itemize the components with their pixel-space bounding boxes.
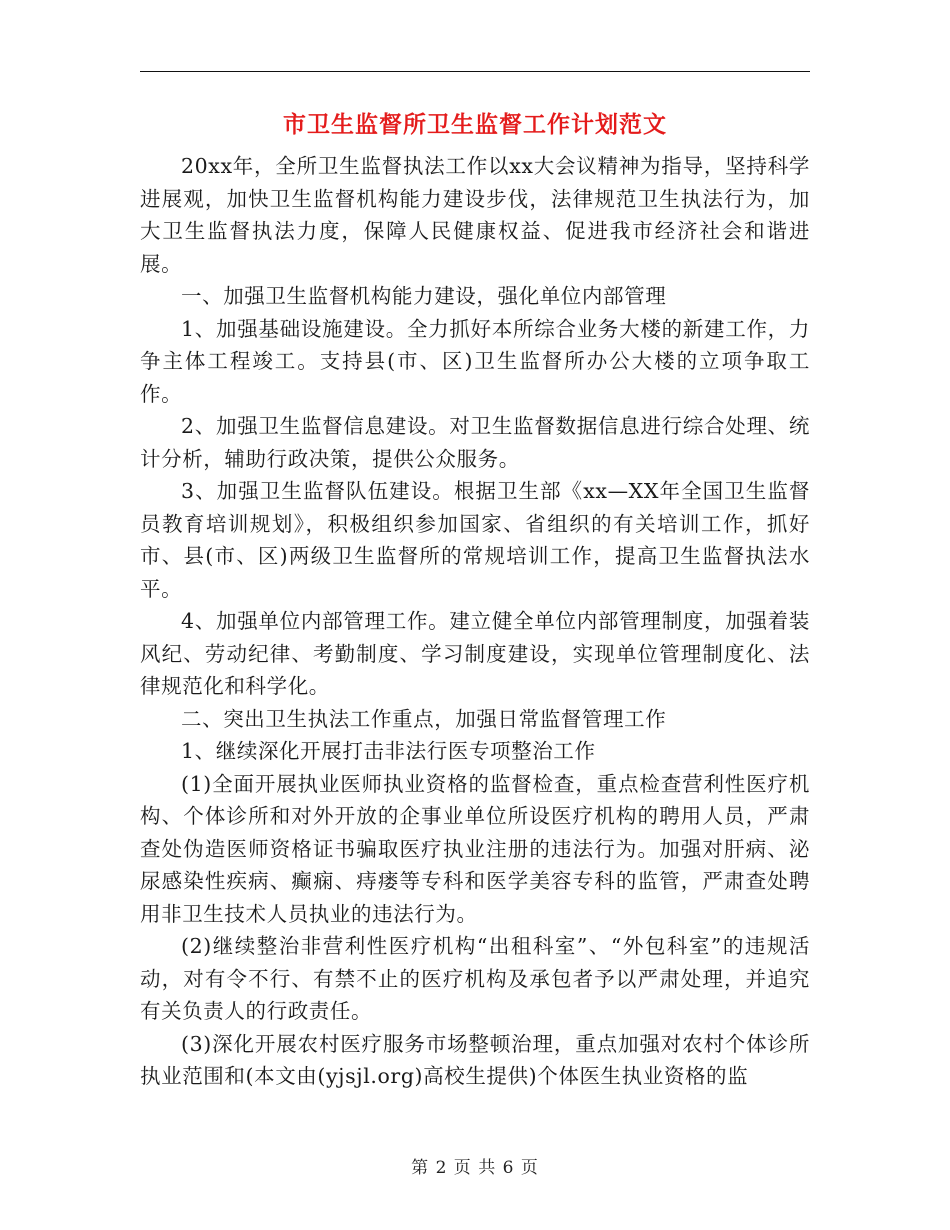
paragraph-item: (1)全面开展执业医师执业资格的监督检查，重点检查营利性医疗机构、个体诊所和对外开放的企事业单位所设医疗机构的聘用人员，严肃查处伪造医师资格证书骗取医疗执业注册的违法行为。加强对肝病、泌尿感染性疾病、癫痫、痔瘘等专科和医学美容专科的监管，严肃查处聘用非卫生技术人员执业的违法行为。 — [140, 771, 810, 926]
document-title: 市卫生监督所卫生监督工作计划范文 — [283, 112, 667, 138]
footer-page-word: 页 — [453, 1158, 472, 1178]
subsection-heading: 1、继续深化开展打击非法行医专项整治工作 — [181, 739, 596, 763]
footer-page-current: 2 — [435, 1158, 448, 1178]
paragraph-item: (2)继续整治非营利性医疗机构“出租科室”、“外包科室”的违规活动，对有令不行、有禁不止的医疗机构及承包者予以严肃处理，并追究有关负责人的行政责任。 — [140, 934, 810, 1023]
paragraph-item: 2、加强卫生监督信息建设。对卫生监督数据信息进行综合处理、统计分析，辅助行政决策，提供公众服务。 — [140, 414, 810, 471]
paragraph-item: 4、加强单位内部管理工作。建立健全单位内部管理制度，加强着装风纪、劳动纪律、考勤制度、学习制度建设，实现单位管理制度化、法律规范化和科学化。 — [140, 609, 810, 698]
footer-page-total: 6 — [502, 1158, 515, 1178]
section-heading-1: 一、加强卫生监督机构能力建设，强化单位内部管理 — [181, 284, 667, 308]
document-body — [140, 150, 810, 1093]
header-rule — [140, 71, 810, 72]
paragraph-item: 1、加强基础设施建设。全力抓好本所综合业务大楼的新建工作，力争主体工程竣工。支持县(市、区)卫生监督所办公大楼的立项争取工作。 — [140, 316, 810, 406]
paragraph-intro: 20xx年，全所卫生监督执法工作以xx大会议精神为指导，坚持科学进展观，加快卫生监督机构能力建设步伐，法律规范卫生执法行为，加大卫生监督执法力度，保障人民健康权益、促进我市经济社会和谐进展。 — [140, 154, 810, 276]
footer-suffix: 页 — [520, 1158, 539, 1178]
footer-prefix: 第 — [411, 1158, 430, 1178]
page-footer — [140, 1156, 810, 1180]
footer-total-word: 共 — [478, 1158, 497, 1178]
paragraph-item: 3、加强卫生监督队伍建设。根据卫生部《xx—XX年全国卫生监督员教育培训规划》，积极组织参加国家、省组织的有关培训工作，抓好市、县(市、区)两级卫生监督所的常规培训工作，提高卫生监督执法水平。 — [140, 479, 810, 601]
paragraph-item: (3)深化开展农村医疗服务市场整顿治理，重点加强对农村个体诊所执业范围和(本文由(yjsjl.org)高校生提供)个体医生执业资格的监 — [140, 1031, 810, 1088]
section-heading-2: 二、突出卫生执法工作重点，加强日常监督管理工作 — [181, 706, 667, 731]
